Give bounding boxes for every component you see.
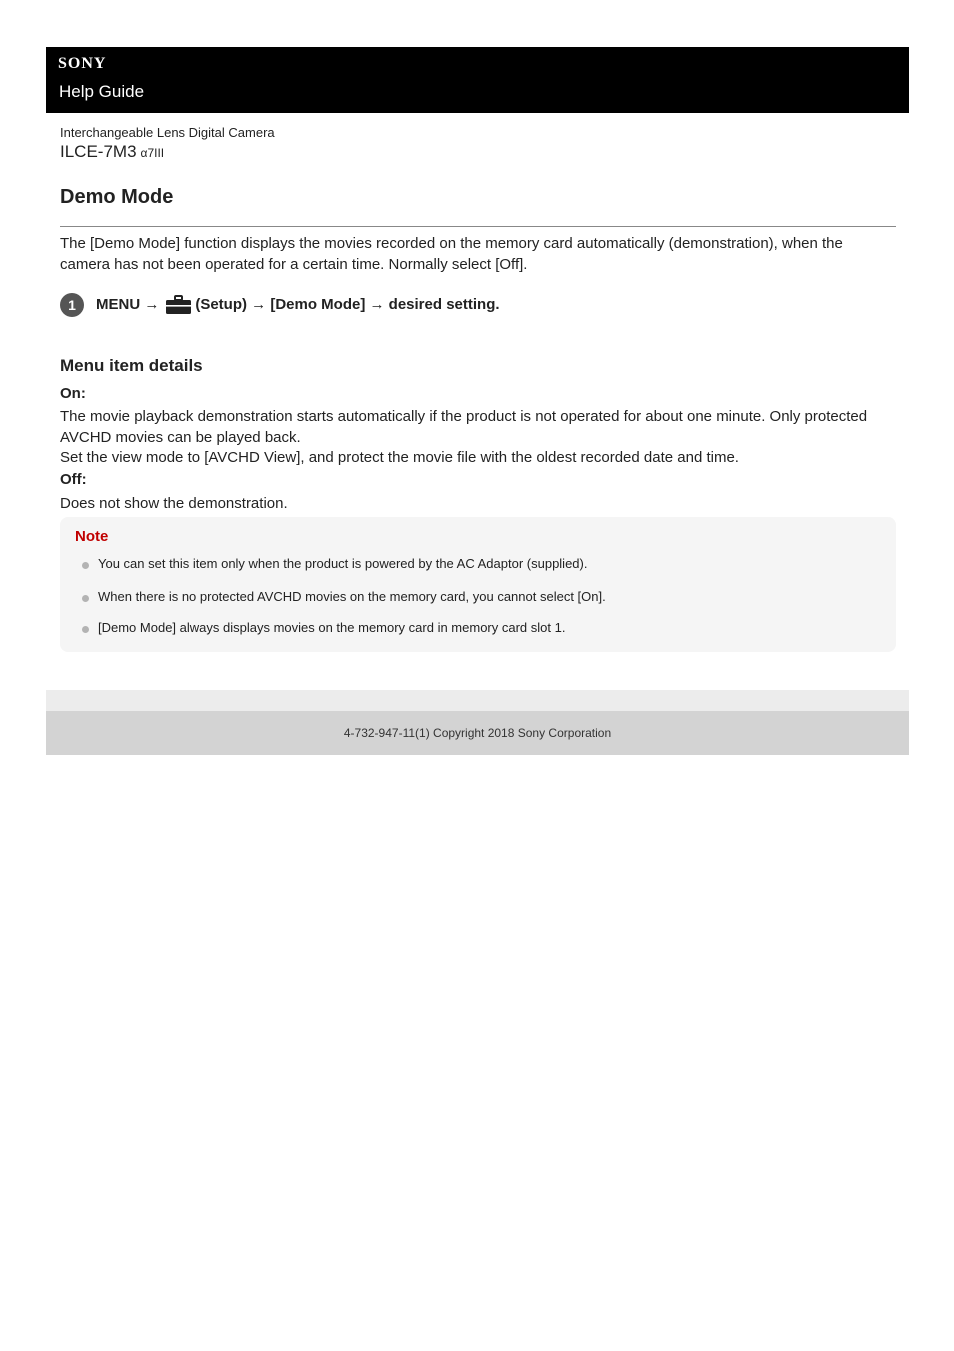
footer-band [46, 690, 909, 711]
off-description: Does not show the demonstration. [60, 495, 288, 512]
header-bar [46, 47, 909, 113]
bullet-icon [82, 562, 89, 569]
off-term: Off: [60, 471, 87, 488]
page-title: Demo Mode [60, 186, 174, 208]
note-box [60, 517, 896, 652]
note-title: Note [75, 528, 109, 545]
note-item-text: When there is no protected AVCHD movies on the memory card, you cannot select [On]. [98, 589, 606, 604]
title-divider [60, 226, 896, 227]
note-item [82, 620, 565, 635]
on-term: On: [60, 385, 86, 402]
help-guide-title: Help Guide [59, 82, 145, 101]
on-description: The movie playback demonstration starts automatically if the product is not operated for about one minute. Only protected AVCHD movies can be played back. [60, 408, 868, 446]
note-item-text: [Demo Mode] always displays movies on the memory card in memory card slot 1. [98, 620, 566, 635]
note-item [82, 589, 606, 604]
intro-paragraph: The [Demo Mode] function displays the movies recorded on the memory card automatically (demonstration), when the camera has not been operated for a certain time. Normally select [Off]. [60, 235, 843, 273]
step-suffix: (Setup) → [Demo Mode] → desired setting. [195, 295, 500, 313]
product-type: Interchangeable Lens Digital Camera [60, 125, 275, 140]
bullet-icon [82, 595, 89, 602]
bullet-icon [82, 626, 89, 633]
on-description-2: Set the view mode to [AVCHD View], and protect the movie file with the oldest recorded date and time. [60, 449, 739, 466]
step-instruction [96, 294, 500, 314]
menu-item-details-heading: Menu item details [60, 356, 203, 375]
note-item [82, 556, 587, 571]
model-subname: α7III [140, 146, 165, 160]
model-name [60, 142, 164, 162]
copyright-text: 4-732-947-11(1) Copyright 2018 Sony Corporation [343, 726, 612, 740]
note-item-text: You can set this item only when the product is powered by the AC Adaptor (supplied). [98, 556, 588, 571]
footer [46, 711, 909, 755]
step-1 [60, 292, 896, 318]
setup-toolbox-icon [165, 295, 192, 315]
step-number-badge: 1 [60, 293, 84, 317]
model-number: ILCE-7M3 [60, 142, 137, 161]
sony-logo: SONY [58, 55, 107, 72]
step-prefix: MENU → [96, 295, 160, 313]
